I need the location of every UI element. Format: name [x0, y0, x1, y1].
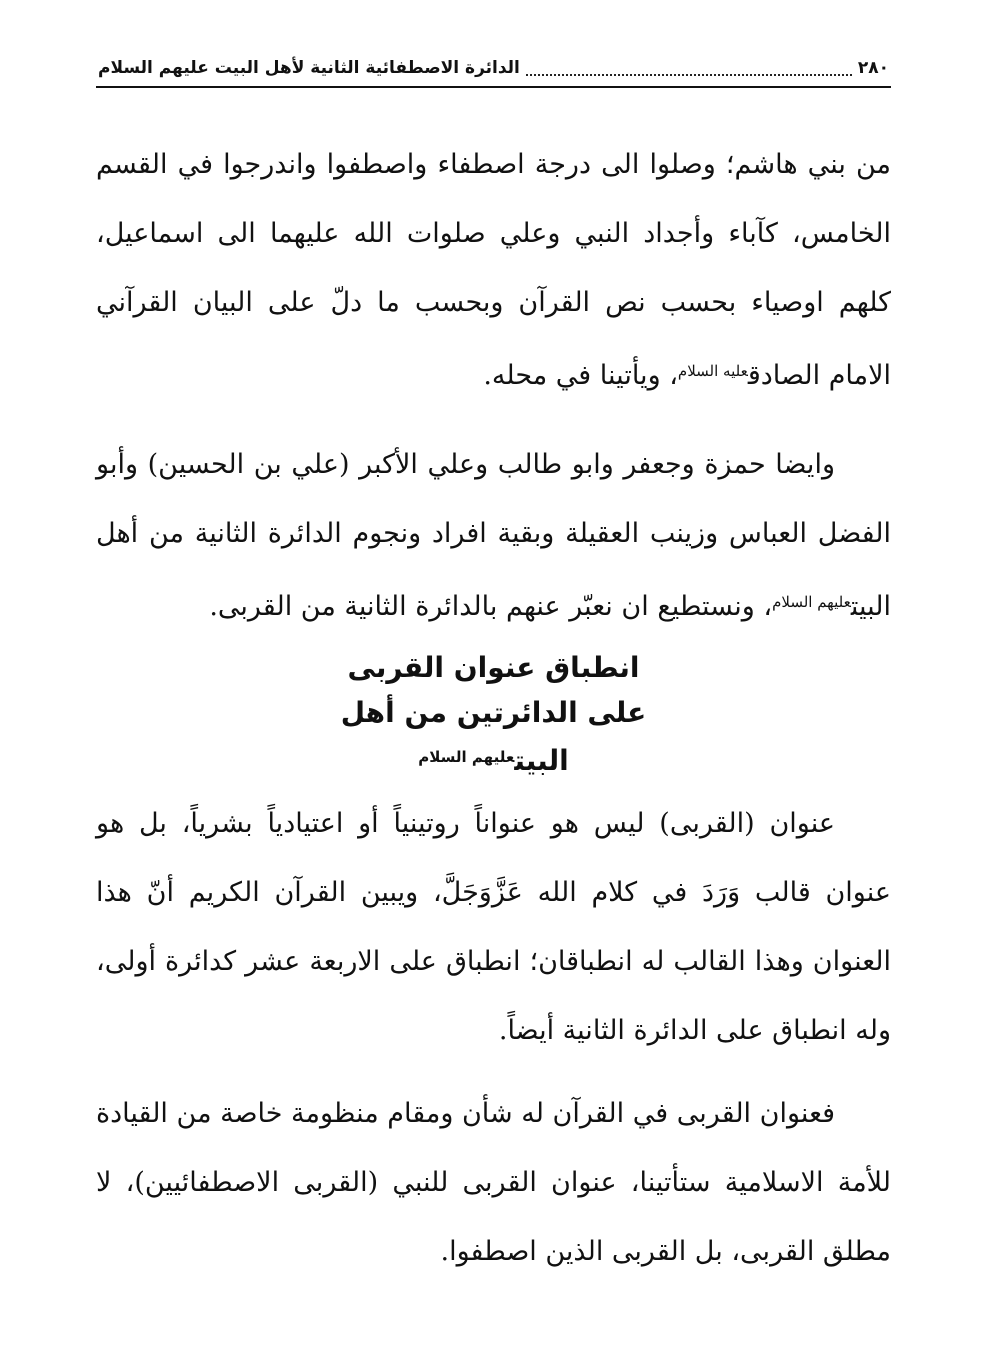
heading-line-3	[96, 735, 891, 783]
header-dot-leader	[526, 60, 852, 76]
page	[96, 50, 891, 1286]
paragraph-2-text: وايضا حمزة وجعفر وابو طالب وعلي الأكبر (علي بن الحسين) وأبو الفضل العباس وزينب العقيلة وبقية افراد ونجوم الدائرة الثانية من أهل البيت	[96, 449, 891, 622]
honorific-glyph: عليهم السلام	[418, 748, 515, 766]
paragraph-2	[96, 430, 891, 641]
paragraph-1	[96, 130, 891, 410]
heading-line-1: انطباق عنوان القربى	[347, 651, 640, 684]
honorific-glyph: عليهم السلام	[772, 593, 851, 611]
section-heading	[96, 645, 891, 783]
page-number: ٢٨٠	[857, 58, 889, 78]
header-title: الدائرة الاصطفائية الثانية لأهل البيت عليهم السلام	[98, 58, 520, 78]
paragraph-4: فعنوان القربى في القرآن له شأن ومقام منظومة خاصة من القيادة للأمة الاسلامية ستأتينا، عنوان القربى للنبي (القربى الاصطفائيين)، لا مطلق القربى، بل القربى الذين اصطفوا.	[96, 1098, 891, 1267]
running-header	[96, 50, 891, 88]
paragraph-2-tail: ، ونستطيع ان نعبّر عنهم بالدائرة الثانية من القربى.	[209, 591, 773, 622]
paragraph-1-text: من بني هاشم؛ وصلوا الى درجة اصطفاء واصطفوا واندرجوا في القسم الخامس، كآباء وأجداد النبي وعلي صلوات الله عليهما الى اسماعيل، كلهم اوصياء بحسب نص القرآن وبحسب ما دلّ على البيان القرآني الامام الصادق	[96, 149, 891, 391]
heading-line-2: على الدائرتين من أهل	[340, 696, 647, 729]
honorific-glyph: عليه السلام	[677, 362, 748, 380]
heading-line-3-text: البيت	[514, 744, 569, 777]
paragraph-1-tail: ، ويأتينا في محله.	[483, 360, 678, 391]
paragraph-3: عنوان (القربى) ليس هو عنواناً روتينياً أو اعتيادياً بشرياً، بل هو عنوان قالب وَرَدَ في كلام الله عَزَّوَجَلَّ، ويبين القرآن الكريم أنّ هذا العنوان وهذا القالب له انطباقان؛ انطباق على الاربعة عشر كدائرة أولى، وله انطباق على الدائرة الثانية أيضاً.	[96, 808, 891, 1046]
